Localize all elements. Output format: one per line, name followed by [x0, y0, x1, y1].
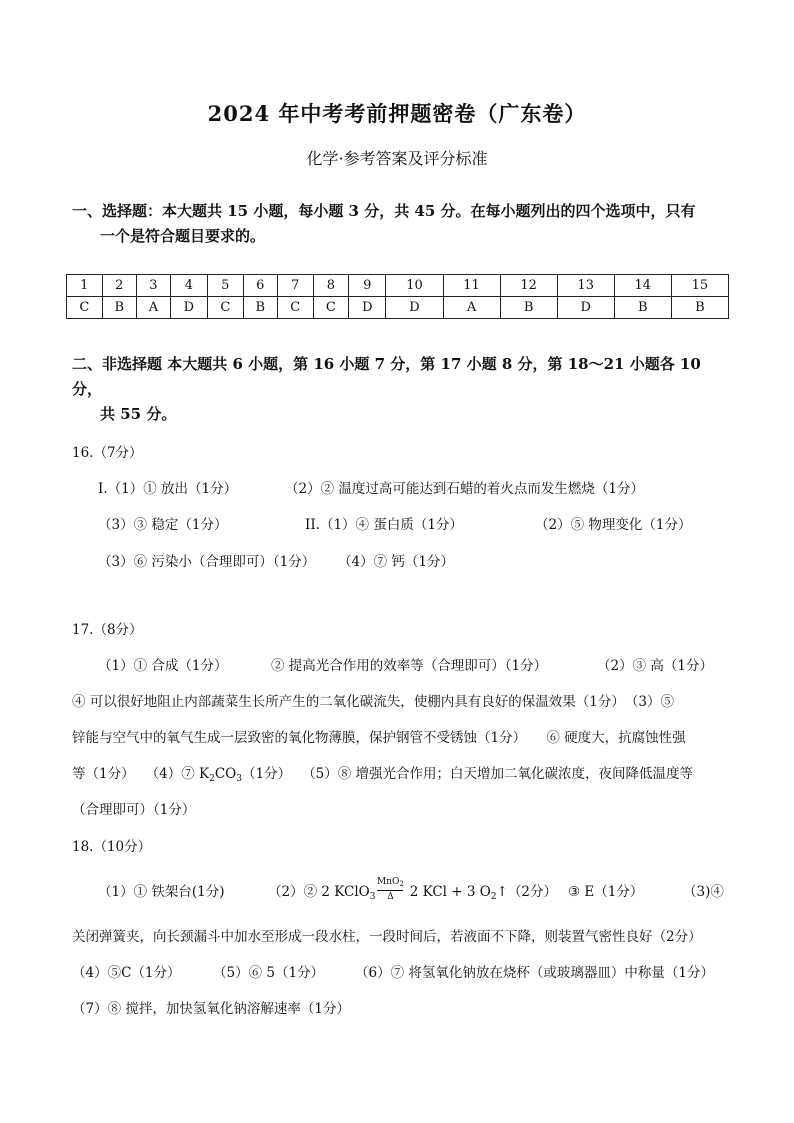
question-number-cell: 14	[614, 275, 671, 297]
catalyst-text: MnO	[377, 876, 400, 887]
q18-part-a: （1）① 铁架台(1分)	[98, 884, 225, 900]
question-number-cell: 5	[207, 275, 243, 297]
section-2-heading	[72, 352, 728, 427]
section-2-line1: 二、非选择题 本大题共 6 小题，第 16 小题 7 分，第 17 小题 8 分，第 18～21 小题各 10 分，	[72, 355, 701, 398]
q16-part-d: II.（1）④ 蛋白质（1分）	[305, 517, 463, 533]
q16-part-f: （3）⑥ 污染小（合理即可）（1分）	[98, 554, 316, 570]
q18-eq-end: ↑（2分）	[496, 884, 557, 900]
q18-eq-sub2: 2	[490, 892, 497, 902]
answer-cell: A	[443, 297, 500, 319]
catalyst-label	[375, 877, 405, 888]
catalyst-sub: 2	[399, 879, 404, 888]
answer-table	[66, 274, 729, 319]
q16-part-e: （2）⑤ 物理变化（1分）	[535, 517, 692, 533]
q18-equation	[268, 876, 557, 902]
q17-header: 17.（8分）	[72, 622, 143, 638]
section-1-line1: 一、选择题：本大题共 15 小题，每小题 3 分，共 45 分。在每小题列出的四个选项中，只有	[72, 202, 696, 220]
page-subtitle: 化学·参考答案及评分标准	[306, 149, 488, 168]
q18-eq-sub: 3	[369, 892, 376, 902]
question-number-cell: 8	[313, 275, 349, 297]
question-number-cell: 13	[557, 275, 614, 297]
question-number-cell: 10	[386, 275, 443, 297]
question-number-cell: 2	[102, 275, 136, 297]
q17-line3: 锌能与空气中的氧气生成一层致密的氧化物薄膜，保护钢管不受锈蚀（1分） ⑥ 硬度大，抗腐蚀性强	[72, 730, 686, 746]
section-1-line2: 一个是符合题目要求的。	[100, 227, 266, 245]
question-number-cell: 9	[349, 275, 386, 297]
q17-line2: ④ 可以很好地阻止内部蔬菜生长所产生的二氧化碳流失，使棚内具有良好的保温效果（1分） （3）⑤	[72, 694, 674, 710]
q17-line4-sub1: 2	[209, 774, 215, 784]
q17-line1-c: （2）③ 高（1分）	[597, 658, 713, 674]
answer-cell: B	[500, 297, 557, 319]
section-1-heading	[72, 199, 728, 249]
q17-line4-sub2: 3	[236, 774, 242, 784]
q17-line1-a: （1）① 合成（1分）	[98, 658, 228, 674]
answer-cell: C	[277, 297, 313, 319]
question-number-cell: 6	[243, 275, 277, 297]
question-number-cell: 12	[500, 275, 557, 297]
q18-line3-a: （4）⑤C（1分）	[72, 965, 181, 981]
q18-part-c: ③ E（1分）	[568, 884, 644, 900]
q18-line4: （7）⑧ 搅拌，加快氢氧化钠溶解速率（1分）	[72, 1001, 350, 1017]
answer-cell: B	[243, 297, 277, 319]
reaction-arrow-bar	[377, 890, 403, 891]
q18-line2: 关闭弹簧夹，向长颈漏斗中加水至形成一段水柱，一段时间后，若液面不下降，则装置气密性良好（2分）	[72, 929, 702, 945]
q16-part-g: （4）⑦ 钙（1分）	[338, 554, 454, 570]
answer-cell: B	[614, 297, 671, 319]
answer-cell: D	[557, 297, 614, 319]
q16-part-c: （3）③ 稳定（1分）	[98, 517, 228, 533]
q16-header: 16.（7分）	[72, 445, 143, 461]
answer-cell: B	[671, 297, 728, 319]
q16-part-b: （2）② 温度过高可能达到石蜡的着火点而发生燃烧（1分）	[285, 481, 644, 497]
q17-line4-pre: 等（1分） （4）⑦ K	[72, 766, 210, 782]
reaction-condition	[375, 876, 405, 902]
question-number-cell: 11	[443, 275, 500, 297]
heat-label: Δ	[387, 891, 394, 902]
answer-cell: B	[102, 297, 136, 319]
answer-cell: C	[313, 297, 349, 319]
q18-line3-b: （5）⑥ 5（1分）	[213, 965, 325, 981]
answer-cell: D	[349, 297, 386, 319]
q17-line4	[72, 762, 693, 784]
answer-cell: D	[170, 297, 207, 319]
question-number-cell: 15	[671, 275, 728, 297]
answer-table-answer-row	[67, 297, 729, 319]
q17-line4-post: （1分） （5）⑧ 增强光合作用；白天增加二氧化碳浓度，夜间降低温度等	[241, 766, 693, 782]
answer-table-number-row	[67, 275, 729, 297]
answer-cell: C	[67, 297, 103, 319]
question-number-cell: 4	[170, 275, 207, 297]
q18-eq-post: 2 KCl + 3 O	[409, 884, 491, 900]
page-title: 2024 年中考考前押题密卷（广东卷）	[207, 101, 587, 126]
q17-line4-mid: CO	[214, 766, 237, 782]
question-number-cell: 7	[277, 275, 313, 297]
answer-cell: D	[386, 297, 443, 319]
q18-header: 18.（10分）	[72, 839, 152, 855]
question-number-cell: 3	[136, 275, 170, 297]
answer-cell: C	[207, 297, 243, 319]
answer-cell: A	[136, 297, 170, 319]
q17-line5: （合理即可）（1分）	[72, 802, 196, 818]
q16-part-a: I.（1）① 放出（1分）	[98, 481, 238, 497]
section-2-line2: 共 55 分。	[100, 405, 177, 423]
q18-part-d: （3)④	[683, 884, 724, 900]
q17-line1-b: ② 提高光合作用的效率等（合理即可）（1分）	[271, 658, 548, 674]
question-number-cell: 1	[67, 275, 103, 297]
q18-eq-pre: （2）② 2 KClO	[268, 884, 370, 900]
q18-line3-c: （6）⑦ 将氢氧化钠放在烧杯（或玻璃器皿）中称量（1分）	[355, 965, 714, 981]
